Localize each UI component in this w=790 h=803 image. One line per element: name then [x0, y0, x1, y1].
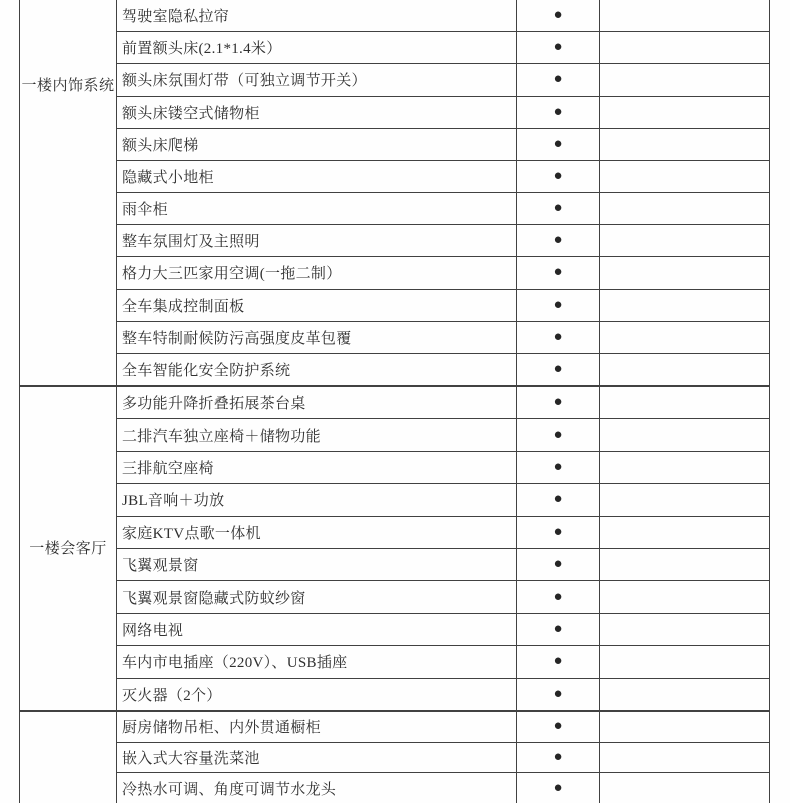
filled-circle-marker-icon: ●: [553, 685, 563, 702]
included-marker-cell: [517, 97, 600, 128]
note-cell: [600, 712, 769, 742]
note-cell: [600, 646, 769, 677]
feature-name-cell: [117, 354, 517, 385]
feature-label: 飞翼观景窗隐藏式防蚊纱窗: [122, 590, 306, 607]
feature-name-cell: [117, 64, 517, 95]
note-cell: [600, 354, 769, 385]
included-marker-cell: [517, 549, 600, 580]
filled-circle-marker-icon: ●: [553, 264, 563, 281]
included-marker-cell: [517, 322, 600, 353]
note-cell: [600, 193, 769, 224]
table-row: [117, 224, 769, 256]
table-section: [20, 0, 769, 385]
note-cell: [600, 161, 769, 192]
table-row: [117, 483, 769, 515]
included-marker-cell: [517, 743, 600, 773]
filled-circle-marker-icon: ●: [553, 459, 563, 476]
table-row: [117, 645, 769, 677]
feature-name-cell: [117, 743, 517, 773]
table-row: [117, 353, 769, 385]
filled-circle-marker-icon: ●: [553, 718, 563, 735]
feature-name-cell: [117, 387, 517, 418]
table-row: [117, 548, 769, 580]
table-row: [117, 63, 769, 95]
table-row: [117, 516, 769, 548]
table-row: [117, 96, 769, 128]
included-marker-cell: [517, 614, 600, 645]
note-cell: [600, 773, 769, 803]
feature-label: 前置额头床(2.1*1.4米）: [122, 41, 282, 58]
filled-circle-marker-icon: ●: [553, 167, 563, 184]
included-marker-cell: [517, 32, 600, 63]
feature-label: 灭火器（2个）: [122, 687, 222, 704]
included-marker-cell: [517, 129, 600, 160]
feature-label: 整车氛围灯及主照明: [122, 234, 260, 251]
category-label: 一楼内饰系统: [21, 78, 115, 94]
filled-circle-marker-icon: ●: [553, 523, 563, 540]
included-marker-cell: [517, 257, 600, 288]
filled-circle-marker-icon: ●: [553, 7, 563, 24]
included-marker-cell: [517, 0, 600, 31]
included-marker-cell: [517, 484, 600, 515]
filled-circle-marker-icon: ●: [553, 426, 563, 443]
feature-label: 二排汽车独立座椅＋储物功能: [122, 428, 321, 445]
included-marker-cell: [517, 679, 600, 710]
feature-label: 全车智能化安全防护系统: [122, 362, 291, 379]
filled-circle-marker-icon: ●: [553, 556, 563, 573]
feature-label: 额头床镂空式储物柜: [122, 105, 260, 122]
feature-name-cell: [117, 517, 517, 548]
included-marker-cell: [517, 712, 600, 742]
feature-name-cell: [117, 290, 517, 321]
included-marker-cell: [517, 581, 600, 612]
filled-circle-marker-icon: ●: [553, 394, 563, 411]
note-cell: [600, 225, 769, 256]
table-row: [117, 321, 769, 353]
feature-label: 多功能升降折叠拓展茶台桌: [122, 396, 306, 413]
filled-circle-marker-icon: ●: [553, 232, 563, 249]
note-cell: [600, 64, 769, 95]
category-cell: [20, 387, 117, 710]
included-marker-cell: [517, 193, 600, 224]
note-cell: [600, 129, 769, 160]
included-marker-cell: [517, 290, 600, 321]
section-rows: [117, 387, 769, 710]
table-row: [117, 451, 769, 483]
included-marker-cell: [517, 517, 600, 548]
note-cell: [600, 419, 769, 450]
table-row: [117, 31, 769, 63]
feature-name-cell: [117, 679, 517, 710]
note-cell: [600, 32, 769, 63]
table-section: [20, 710, 769, 803]
feature-label: 全车集成控制面板: [122, 298, 245, 315]
feature-spec-table: [19, 0, 770, 803]
note-cell: [600, 484, 769, 515]
feature-name-cell: [117, 581, 517, 612]
note-cell: [600, 743, 769, 773]
feature-label: 额头床氛围灯带（可独立调节开关）: [122, 73, 367, 90]
feature-name-cell: [117, 549, 517, 580]
note-cell: [600, 517, 769, 548]
included-marker-cell: [517, 225, 600, 256]
category-label: 一楼会客厅: [29, 540, 107, 557]
category-cell: [20, 0, 117, 385]
table-row: [117, 387, 769, 418]
filled-circle-marker-icon: ●: [553, 621, 563, 638]
feature-label: 冷热水可调、角度可调节水龙头: [122, 781, 337, 798]
included-marker-cell: [517, 452, 600, 483]
filled-circle-marker-icon: ●: [553, 360, 563, 377]
feature-label: 嵌入式大容量洗菜池: [122, 751, 260, 767]
table-row: [117, 772, 769, 803]
category-cell: [20, 712, 117, 803]
feature-label: 隐藏式小地柜: [122, 169, 214, 186]
note-cell: [600, 614, 769, 645]
feature-label: 网络电视: [122, 623, 184, 640]
filled-circle-marker-icon: ●: [553, 71, 563, 88]
feature-name-cell: [117, 129, 517, 160]
filled-circle-marker-icon: ●: [553, 103, 563, 120]
note-cell: [600, 0, 769, 31]
feature-label: 车内市电插座（220V）、USB插座: [122, 655, 348, 672]
filled-circle-marker-icon: ●: [553, 296, 563, 313]
note-cell: [600, 679, 769, 710]
filled-circle-marker-icon: ●: [553, 200, 563, 217]
filled-circle-marker-icon: ●: [553, 39, 563, 56]
feature-name-cell: [117, 32, 517, 63]
feature-name-cell: [117, 161, 517, 192]
included-marker-cell: [517, 646, 600, 677]
note-cell: [600, 452, 769, 483]
table-row: [117, 128, 769, 160]
table-row: [117, 192, 769, 224]
table-row: [117, 0, 769, 31]
table-row: [117, 678, 769, 710]
feature-label: JBL音响＋功放: [122, 493, 225, 510]
filled-circle-marker-icon: ●: [553, 491, 563, 508]
feature-name-cell: [117, 225, 517, 256]
filled-circle-marker-icon: ●: [553, 779, 563, 796]
note-cell: [600, 290, 769, 321]
included-marker-cell: [517, 387, 600, 418]
table-row: [117, 160, 769, 192]
feature-label: 飞翼观景窗: [122, 558, 199, 575]
feature-name-cell: [117, 614, 517, 645]
feature-label: 格力大三匹家用空调(一拖二制）: [122, 266, 342, 283]
feature-name-cell: [117, 646, 517, 677]
feature-name-cell: [117, 257, 517, 288]
feature-name-cell: [117, 97, 517, 128]
table-row: [117, 418, 769, 450]
feature-label: 整车特制耐候防污高强度皮革包覆: [122, 330, 352, 347]
feature-label: 三排航空座椅: [122, 461, 214, 478]
section-rows: [117, 712, 769, 803]
included-marker-cell: [517, 161, 600, 192]
note-cell: [600, 549, 769, 580]
table-section: [20, 385, 769, 710]
table-row: [117, 289, 769, 321]
feature-name-cell: [117, 773, 517, 803]
feature-name-cell: [117, 419, 517, 450]
included-marker-cell: [517, 773, 600, 803]
table-row: [117, 712, 769, 742]
table-row: [117, 613, 769, 645]
feature-label: 雨伞柜: [122, 202, 168, 219]
filled-circle-marker-icon: ●: [553, 135, 563, 152]
table-row: [117, 256, 769, 288]
filled-circle-marker-icon: ●: [553, 749, 563, 765]
included-marker-cell: [517, 354, 600, 385]
feature-name-cell: [117, 452, 517, 483]
note-cell: [600, 257, 769, 288]
feature-label: 家庭KTV点歌一体机: [122, 525, 261, 542]
table-row: [117, 580, 769, 612]
included-marker-cell: [517, 64, 600, 95]
filled-circle-marker-icon: ●: [553, 328, 563, 345]
feature-name-cell: [117, 322, 517, 353]
note-cell: [600, 387, 769, 418]
feature-name-cell: [117, 0, 517, 31]
section-rows: [117, 0, 769, 385]
note-cell: [600, 97, 769, 128]
feature-label: 额头床爬梯: [122, 137, 199, 154]
feature-name-cell: [117, 193, 517, 224]
feature-name-cell: [117, 712, 517, 742]
feature-label: 厨房储物吊柜、内外贯通橱柜: [122, 720, 321, 737]
feature-name-cell: [117, 484, 517, 515]
included-marker-cell: [517, 419, 600, 450]
table-row: [117, 742, 769, 773]
note-cell: [600, 581, 769, 612]
feature-label: 驾驶室隐私拉帘: [122, 9, 230, 26]
note-cell: [600, 322, 769, 353]
filled-circle-marker-icon: ●: [553, 588, 563, 605]
filled-circle-marker-icon: ●: [553, 653, 563, 670]
